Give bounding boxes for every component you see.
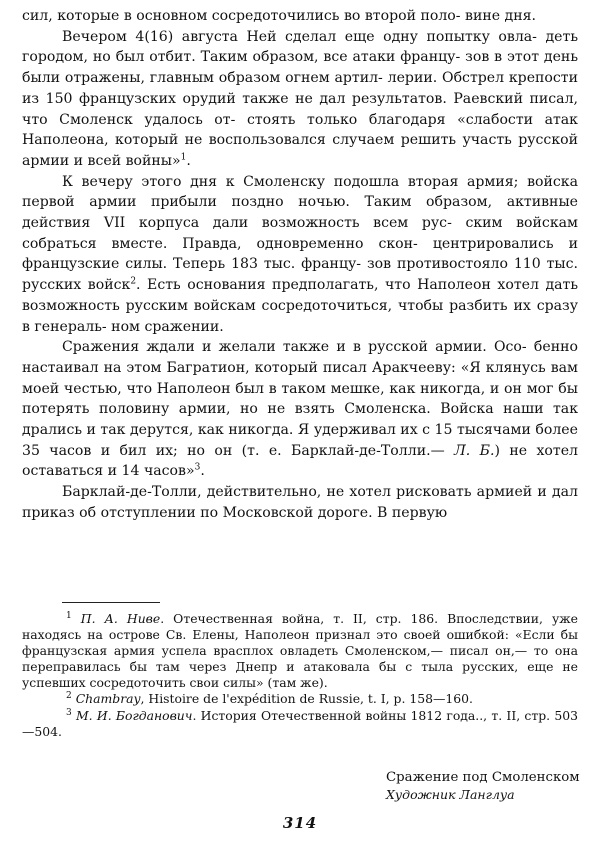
main-text xyxy=(22,6,578,524)
illustration-caption xyxy=(386,769,586,803)
footnote-1: $^1$ П. А. Ниве. Отечественная война, т. II, стр. 186. Впоследствии, уже находясь на острове Св. Елены, Наполеон признал это своей ошибкой: «Если бы французская армия успела врасплох овладеть Смоленском,— писал он,— то она переправилась бы там через Днепр и атаковала бы с тыла русских, еще не успевших сосредоточить свои силы» (там же). xyxy=(22,610,578,691)
footnote-ref-3: 3 xyxy=(194,462,201,473)
caption-artist: Художник Ланглуа xyxy=(386,787,515,802)
page-number: 314 xyxy=(282,814,318,832)
paragraph-0: сил, которые в основном сосредоточились во второй поло- вине дня. xyxy=(22,8,537,24)
paragraph-3: Сражения ждали и желали также и в русской армии. Осо- бенно настаивал на этом Багратион, который писал Аракчееву: «Я клянусь вам моей честью, что Наполеон был в таком мешке, как никогда, и он мог бы потерять половину армии, но не взять Смоленска. Войска наши так дрались и так дерутся, как никогда. Я удерживал их с 15 тысячами более 35 часов и бил их; но он (т. е. Барклай-де-Толли.— Л. Б.) не хотел оставаться и 14 часов»$^3$. xyxy=(22,339,579,480)
footnote-divider xyxy=(62,602,160,603)
footnote-3: $^3$ М. И. Богданович. История Отечественной войны 1812 года.., т. II, стр. 503—504. xyxy=(22,707,578,739)
caption-title: Сражение под Смоленском xyxy=(386,770,580,785)
footnote-ref-2: 2 xyxy=(130,276,137,287)
footnote-2: $^2$ Chambray, Histoire de l'expédition de Russie, t. I, p. 158—160. xyxy=(66,691,473,707)
footnote-ref-1: 1 xyxy=(180,152,187,163)
footnotes xyxy=(22,611,578,740)
paragraph-2: К вечеру этого дня к Смоленску подошла вторая армия; войска первой армии прибыли поздно ночью. Таким образом, активные действия VII корпуса дали возможность всем рус- ским войскам собраться вместе. Правда, одновременно скон- центрировались и французские силы. Теперь 183 тыс. францу- зов противостояло 110 тыс. русских войск$^2$. Есть основания предполагать, что Наполеон хотел дать возможность русским войскам сосредоточиться, чтобы разбить их сразу в генераль- ном сражении. xyxy=(22,173,579,335)
paragraph-1: Вечером 4(16) августа Ней сделал еще одну попытку овла- деть городом, но был отбит. Таким образом, все атаки францу- зов в этот день были отражены, главным образом огнем артил- лерии. Обстрел крепости из 150 французских орудий также не дал результатов. Раевский писал, что Смоленск удалось от- стоять только благодаря «слабости атак Наполеона, который не воспользовался случаем решить участь русской армии и всей войны»$^1$. xyxy=(22,28,579,169)
paragraph-4: Барклай-де-Толли, действительно, не хотел рисковать армией и дал приказ об отступлении по Московской дороге. В первую xyxy=(22,484,578,521)
